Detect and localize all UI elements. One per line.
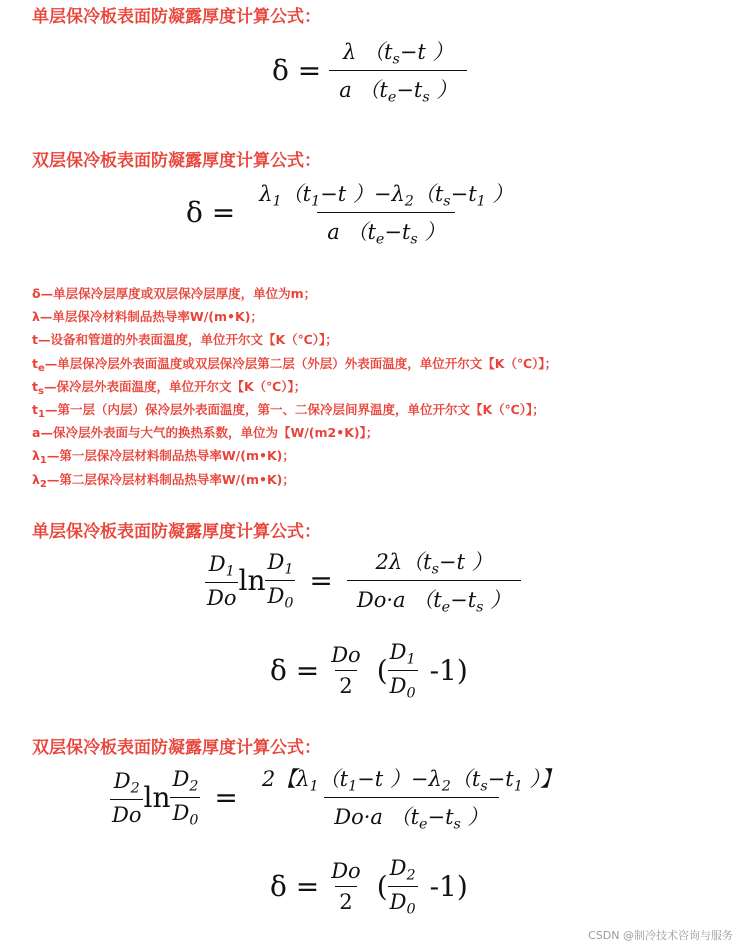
- heading-double-layer-1: 双层保冷板表面防凝露厚度计算公式：: [32, 151, 321, 171]
- definition-symbol: t: [32, 378, 38, 394]
- definition-item: [32, 282, 557, 305]
- fraction-do-2: $\frac{Do}{2}$: [331, 643, 361, 699]
- definition-item: [32, 305, 557, 328]
- heading-double-layer-2: 双层保冷板表面防凝露厚度计算公式：: [32, 738, 321, 758]
- definition-text: —第一层保冷层材料制品热导率W/(m•K)；: [46, 448, 295, 464]
- fraction-d1-d0: $\frac{D_1}{D_0}$: [389, 640, 416, 702]
- definition-item: [32, 468, 557, 491]
- definition-subscript: e: [37, 362, 45, 374]
- definition-text: —保冷层外表面温度，单位开尔文【K（℃）】；: [43, 378, 307, 394]
- definitions-list: [32, 282, 557, 491]
- formula-single-delta: δ = $\frac{Do}{2}$ ( $\frac{D_1}{D_0}$ -1): [270, 640, 468, 702]
- definition-text: —设备和管道的外表面温度，单位开尔文【K（℃）】；: [37, 332, 338, 348]
- definition-symbol: λ: [32, 448, 40, 464]
- definition-item: [32, 328, 557, 351]
- fraction-d1-d0: $\frac{D_1}{D_0}$: [267, 550, 294, 612]
- definition-item: [32, 375, 557, 398]
- definition-subscript: 1: [37, 408, 45, 420]
- formula-double-delta: δ = $\frac{Do}{2}$ ( $\frac{D_2}{D_0}$ -1): [270, 856, 468, 918]
- formula-single-layer-ln: $\frac{D_1}{Do}$ ln $\frac{D_1}{D_0}$ = $\frac{2\lambda(t_s-t )}{Do\cdot a (t_e-t_s )}$: [205, 546, 521, 616]
- fraction-d2-d0: $\frac{D_2}{D_0}$: [172, 767, 199, 829]
- watermark: CSDN @制冷技术咨询与服务: [588, 929, 733, 942]
- definition-subscript: 2: [39, 478, 47, 490]
- definition-symbol: δ: [32, 286, 41, 301]
- definition-symbol: t: [32, 332, 38, 348]
- definition-text: —单层保冷材料制品热导率W/(m•K)；: [39, 309, 263, 325]
- definition-subscript: s: [37, 385, 44, 397]
- fraction-rhs: $\frac{2\lambda(t_s-t )}{Do\cdot a (t_e-t_s )}$: [347, 546, 521, 616]
- delta-symbol: δ =: [186, 196, 236, 230]
- definition-text: —第二层保冷层材料制品热导率W/(m•K)；: [46, 471, 295, 487]
- definition-symbol: t: [32, 401, 38, 417]
- definition-item: [32, 444, 557, 467]
- fraction: $\frac{\lambda_1(t_1-t )-\lambda_2(t_s-t_1 )}{a (t_e-t_s )}$: [259, 182, 514, 248]
- formula-single-layer: [272, 36, 467, 106]
- definition-symbol: λ: [32, 471, 40, 487]
- definition-item: [32, 421, 557, 444]
- fraction: $\frac{\lambda (t_s-t )}{a (t_e-t_s )}$: [329, 36, 467, 106]
- formula-double-layer-ln: $\frac{D_2}{Do}$ ln $\frac{D_2}{D_0}$ = $\frac{2【\lambda_1(t_1-t )-\lambda_2(t_s-t_1 )】}{Do\cdot a (t_e-t_s )}$: [110, 763, 571, 833]
- fraction-d2-do: $\frac{D_2}{Do}$: [112, 768, 142, 827]
- fraction-d1-do: $\frac{D_1}{Do}$: [207, 551, 237, 610]
- definition-symbol: λ: [32, 309, 40, 325]
- definition-text: —保冷层外表面与大气的换热系数，单位为【W/(m2•K)】；: [40, 425, 379, 441]
- heading-single-layer-2: 单层保冷板表面防凝露厚度计算公式：: [32, 522, 321, 542]
- fraction-d2-d0: $\frac{D_2}{D_0}$: [389, 856, 416, 918]
- definition-symbol: t: [32, 355, 38, 371]
- delta-symbol: δ =: [272, 54, 322, 88]
- definition-subscript: 1: [39, 455, 47, 467]
- definition-text: —第一层（内层）保冷层外表面温度，第一、二保冷层间界温度，单位开尔文【K（℃）】；: [44, 401, 545, 417]
- fraction-rhs: $\frac{2【\lambda_1(t_1-t )-\lambda_2(t_s-t_1 )】}{Do\cdot a (t_e-t_s )}$: [261, 767, 561, 833]
- definition-symbol: a: [32, 425, 41, 441]
- heading-single-layer-1: 单层保冷板表面防凝露厚度计算公式：: [32, 7, 321, 27]
- definition-text: —单层保冷层外表面温度或双层保冷层第二层（外层）外表面温度，单位开尔文【K（℃）】；: [44, 355, 558, 371]
- definition-item: [32, 352, 557, 375]
- formula-double-layer: [186, 178, 523, 248]
- definition-text: —单层保冷层厚度或双层保冷层厚度，单位为m；: [40, 286, 317, 301]
- fraction-do-2: $\frac{Do}{2}$: [331, 859, 361, 915]
- definition-item: [32, 398, 557, 421]
